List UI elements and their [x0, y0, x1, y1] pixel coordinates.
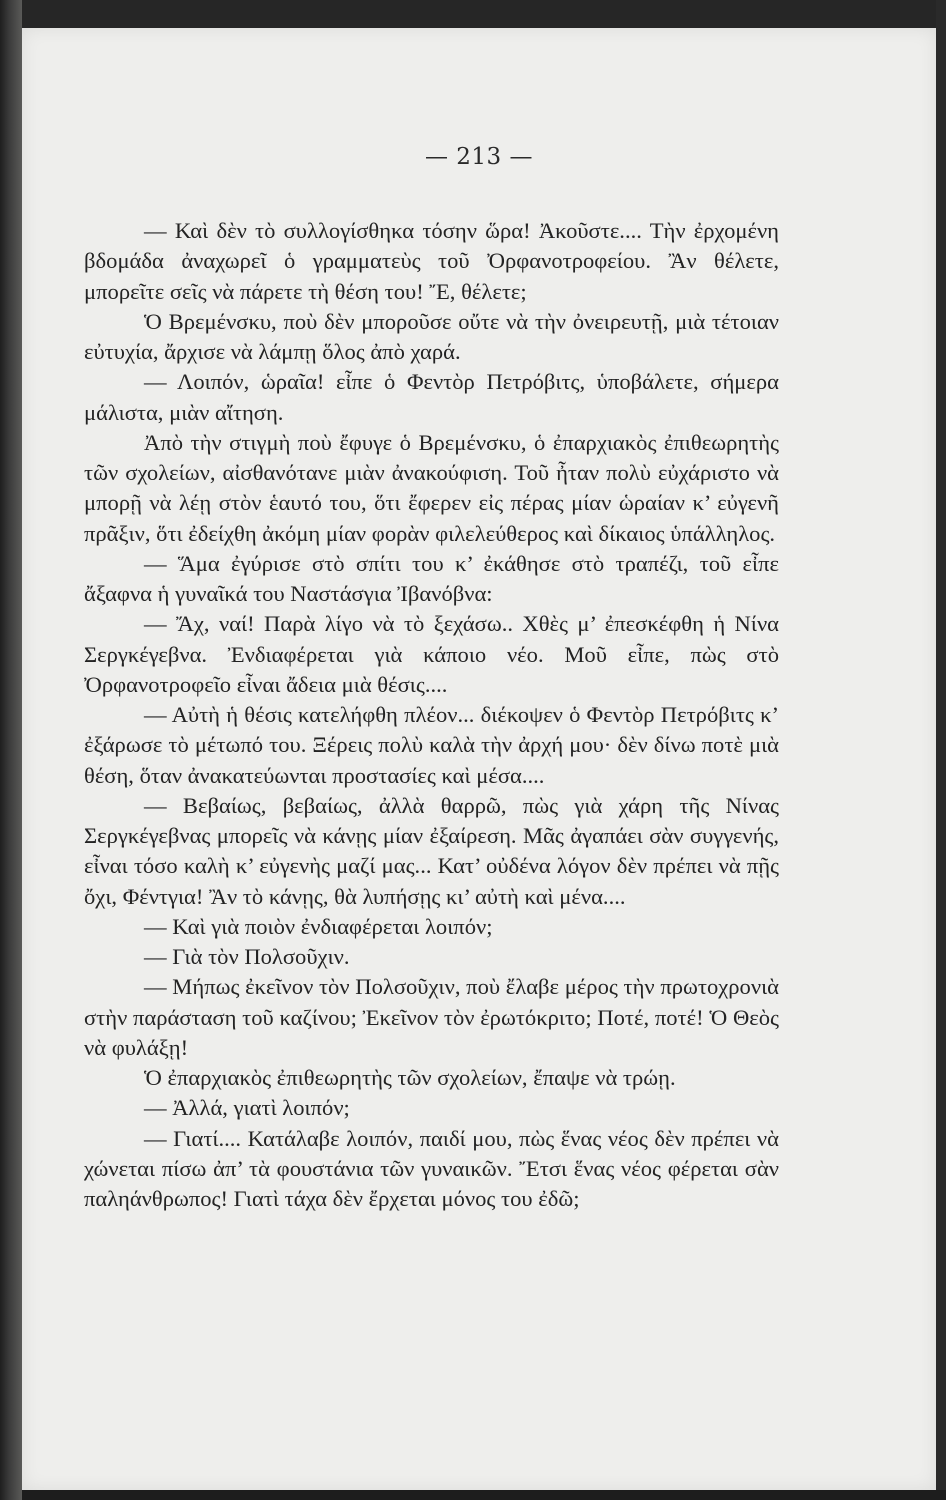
- paragraph: — Ἀλλά, γιατὶ λοιπόν;: [144, 1095, 350, 1121]
- scan-left-edge: [0, 0, 22, 1500]
- body-text: [84, 216, 779, 1214]
- paragraph: — Βεβαίως, βεβαίως, ἀλλὰ θαρρῶ, πὼς γιὰ χάρη τῆς Νίνας Σεργκέγεβνας μπορεῖς νὰ κάνῃς μίαν ἐξαίρεση. Μᾶς ἀγαπάει σὰν συγγενής, εἶναι τόσο καλὴ κ’ εὐγενὴς μαζί μας... Κατ’ οὐδένα λόγον δὲν πρέπει νὰ πῇς ὄχι, Φέντγια! Ἂν τὸ κάνῃς, θὰ λυπήσῃς κι’ αὐτὴ καὶ μένα....: [84, 792, 779, 909]
- scan-bottom-edge: [22, 1490, 946, 1500]
- paragraph: — Γιατί.... Κατάλαβε λοιπόν, παιδί μου, πὼς ἕνας νέος δὲν πρέπει νὰ χώνεται πίσω ἀπ’ τὰ φουστάνια τῶν γυναικῶν. Ἔτσι ἕνας νέος φέρεται σὰν παληάνθρωπος! Γιατὶ τάχα δὲν ἔρχεται μόνος του ἐδῶ;: [84, 1125, 779, 1211]
- paragraph: — Καὶ γιὰ ποιὸν ἐνδιαφέρεται λοιπόν;: [144, 913, 493, 939]
- paragraph: — Μήπως ἐκεῖνον τὸν Πολσοῦχιν, ποὺ ἔλαβε μέρος τὴν πρωτοχρονιὰ στὴν παράσταση τοῦ καζίνου; Ἐκεῖνον τὸν ἐρωτόκριτο; Ποτέ, ποτέ! Ὁ Θεὸς νὰ φυλάξῃ!: [84, 974, 779, 1060]
- book-page: [22, 28, 936, 1490]
- page-number: — 213 —: [424, 144, 534, 170]
- paragraph: — Ἄχ, ναί! Παρὰ λίγο νὰ τὸ ξεχάσω.. Χθὲς μ’ ἐπεσκέφθη ἡ Νίνα Σεργκέγεβνα. Ἐνδιαφέρεται γιὰ κάποιο νέο. Μοῦ εἶπε, πὼς στὸ Ὀρφανοτροφεῖο εἶναι ἄδεια μιὰ θέσις....: [84, 611, 779, 697]
- paragraph: Ἀπὸ τὴν στιγμὴ ποὺ ἔφυγε ὁ Βρεμένσκυ, ὁ ἐπαρχιακὸς ἐπιθεωρητὴς τῶν σχολείων, αἰσθανότανε μιὰν ἀνακούφιση. Τοῦ ἦταν πολὺ εὐχάριστο νὰ μπορῇ νὰ λέῃ στὸν ἑαυτό του, ὅτι ἔφερεν εἰς πέρας μίαν ὡραίαν κ’ εὐγενῆ πρᾶξιν, ὅτι ἐδείχθη ἀκόμη μίαν φορὰν φιλελεύθερος καὶ δίκαιος ὑπάλληλος.: [84, 429, 779, 546]
- scan-right-edge: [936, 0, 946, 1500]
- paragraph: Ὁ Βρεμένσκυ, ποὺ δὲν μποροῦσε οὔτε νὰ τὴν ὀνειρευτῇ, μιὰ τέτοιαν εὐτυχία, ἄρχισε νὰ λάμπῃ ὅλος ἀπὸ χαρά.: [84, 308, 779, 364]
- paragraph: — Λοιπόν, ὡραῖα! εἶπε ὁ Φεντὸρ Πετρόβιτς, ὑποβάλετε, σήμερα μάλιστα, μιὰν αἴτηση.: [84, 369, 779, 425]
- paragraph: — Γιὰ τὸν Πολσοῦχιν.: [144, 944, 350, 969]
- paragraph: — Ἅμα ἐγύρισε στὸ σπίτι του κ’ ἐκάθησε στὸ τραπέζι, τοῦ εἶπε ἄξαφνα ἡ γυναῖκά του Ναστάσγια Ἰβανόβνα:: [84, 550, 779, 606]
- paragraph: — Αὐτὴ ἡ θέσις κατελήφθη πλέον... διέκοψεν ὁ Φεντὸρ Πετρόβιτς κ’ ἐξάρωσε τὸ μέτωπό του. Ξέρεις πολὺ καλὰ τὴν ἀρχή μου· δὲν δίνω ποτὲ μιὰ θέση, ὅταν ἀνακατεύωνται προστασίες καὶ μέσα....: [84, 702, 779, 788]
- scan-top-edge: [22, 0, 946, 28]
- paragraph: Ὁ ἐπαρχιακὸς ἐπιθεωρητὴς τῶν σχολείων, ἔπαψε νὰ τρώῃ.: [144, 1065, 676, 1090]
- paragraph: — Καὶ δὲν τὸ συλλογίσθηκα τόσην ὥρα! Ἀκοῦστε.... Τὴν ἐρχομένη βδομάδα ἀναχωρεῖ ὁ γραμματεὺς τοῦ Ὀρφανοτροφείου. Ἂν θέλετε, μπορεῖτε σεῖς νὰ πάρετε τὴ θέση του! Ἔ, θέλετε;: [84, 218, 779, 304]
